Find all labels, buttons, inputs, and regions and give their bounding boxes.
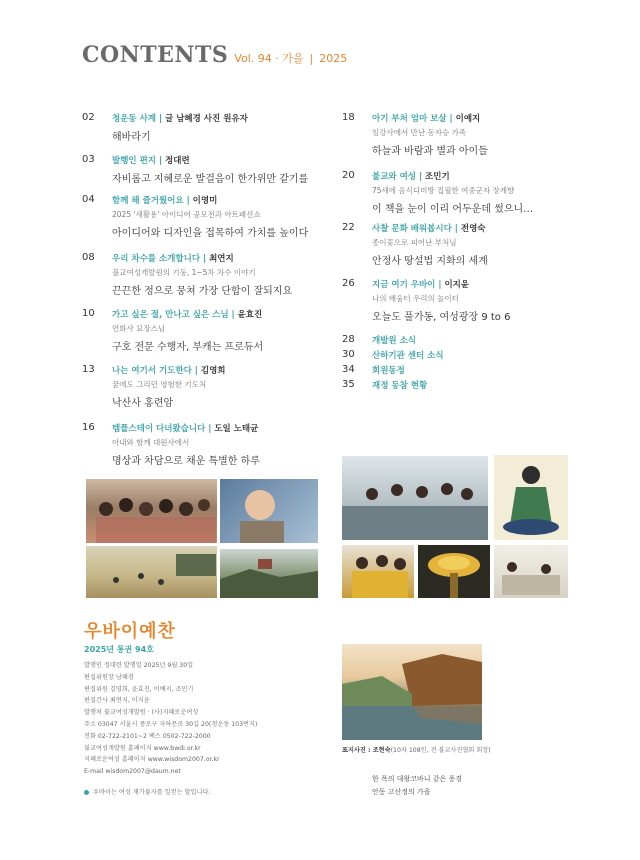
page-number: 02 [82, 112, 95, 123]
author: 이예지 [455, 114, 481, 124]
page-number: 13 [82, 364, 95, 375]
cover-caption [342, 745, 491, 754]
article-title: 끈끈한 정으로 뭉쳐 가장 단합이 잘되지요 [112, 286, 293, 297]
volunteers-photo [342, 545, 414, 598]
page-number: 18 [342, 112, 355, 123]
section-title: 템플스테이 다녀왔습니다 [112, 424, 206, 434]
footnote [84, 787, 210, 796]
toc-entry[interactable]: 22 사찰 문화 배워봅시다 | 전영숙 종이꽃으로 피어난 부처님 안정사 땅설법 지화의 세계 [342, 222, 582, 278]
toc-entry[interactable] [342, 334, 582, 349]
group-photo [86, 479, 217, 543]
contents-title: CONTENTS [82, 42, 229, 68]
issue-number: 2025년 통권 94호 [84, 645, 154, 654]
section-title: 발행인 편지 [112, 156, 157, 166]
article-subtitle: 나의 배움터 우리의 놀이터 [372, 294, 459, 303]
magazine-logo: 우바이예찬 [84, 621, 176, 642]
temple-yard-photo-art [86, 546, 217, 598]
author: 조민기 [425, 172, 450, 182]
author: 최연지 [209, 254, 234, 264]
colophon-line: E-mail wisdom2007@daum.net [84, 768, 181, 776]
colophon-line: 전화 02-722-2101~2 팩스 0502-722-2000 [84, 732, 211, 740]
author: 도일 노태균 [214, 424, 259, 434]
cover-description-line: 안동 고산정의 가을 [372, 788, 431, 796]
author: 김영희 [200, 366, 226, 376]
seaside-temple-photo-art [220, 549, 318, 598]
monk-photo [220, 479, 318, 543]
cover-caption-detail: (10차 108인, 전 불교사진협회 회장) [390, 747, 491, 754]
section-title: 개발원 소식 [372, 336, 417, 346]
section-title: 청운동 사계 [112, 114, 157, 124]
page-number: 22 [342, 222, 355, 233]
hanbok-illustration [494, 455, 568, 540]
page-number: 04 [82, 194, 95, 205]
toc-entry[interactable]: 03 발행인 편지 | 정대련 자비롭고 지혜로운 발걸음이 한가위만 같기를 [82, 154, 312, 194]
article-subtitle: 종이꽃으로 피어난 부처님 [372, 238, 457, 247]
toc-entry[interactable]: 16 템플스테이 다녀왔습니다 | 도일 노태균 아내와 함께 대원사에서 명상과 차담으로 채운 특별한 하루 [82, 422, 312, 478]
colophon-line: 편집위원장 남혜경 [84, 673, 134, 681]
group-photo-art [86, 479, 217, 543]
page-number: 34 [342, 364, 355, 375]
section-title: 가고 싶은 절, 만나고 싶은 스님 [112, 310, 229, 320]
section-title: 함께 해 즐거웠어요 [112, 196, 184, 206]
article-subtitle: 불교여성개발원의 기둥, 1~5차 차수 이야기 [112, 268, 256, 277]
toc-entry[interactable]: 20 불교와 여성 | 조민기 75세에 음식디미방 집필한 여중군자 장계향 이 책을 눈이 이리 어두운데 썼으니… [342, 170, 582, 222]
bullet-icon [84, 790, 89, 795]
contents-header [82, 42, 347, 68]
article-title: 오늘도 풀가동, 여성광장 9 to 6 [372, 312, 511, 323]
page-number: 08 [82, 252, 95, 263]
colophon-line: 발행인 정대련 발행일 2025년 9월 30일 [84, 662, 194, 669]
volunteers-photo-art [342, 545, 414, 598]
colophon-line: 지혜로운여성 홈페이지 www.wisdom2007.or.kr [84, 756, 220, 764]
year-label: 2025 [319, 52, 348, 65]
toc-entry[interactable]: 10 가고 싶은 절, 만나고 싶은 스님 | 윤효진 연화사 묘장스님 구호 전문 수행자, 부캐는 프로듀서 [82, 308, 312, 364]
article-subtitle: 꿈에도 그리던 영험한 기도처 [112, 380, 207, 389]
page-number: 28 [342, 334, 355, 345]
article-subtitle: 연화사 묘장스님 [112, 324, 166, 333]
classroom-photo-art [494, 545, 568, 598]
article-title: 아이디어와 디자인을 접목하여 가치를 높이다 [112, 228, 309, 239]
author: 글 남혜경 사진 원유자 [165, 114, 248, 124]
toc-entry[interactable]: 02 청운동 사계 | 글 남혜경 사진 원유자 해바라기 [82, 112, 312, 154]
section-title: 재정 동참 현황 [372, 381, 428, 391]
article-title: 구호 전문 수행자, 부캐는 프로듀서 [112, 342, 264, 353]
footnote-text: 우바이는 여성 재가불자를 일컫는 말입니다. [93, 789, 211, 796]
page-number: 30 [342, 349, 355, 360]
volume-label: Vol. 94 · 가을 [234, 52, 304, 65]
toc-entry[interactable] [342, 379, 582, 394]
meeting-photo [342, 456, 488, 540]
section-title: 산하기관 센터 소식 [372, 351, 444, 361]
toc-entry[interactable]: 18 아기 부처 엄마 보살 | 이예지 임강사에서 만난 동자승 가족 하늘과 바람과 별과 아이들 [342, 112, 582, 170]
page-number: 16 [82, 422, 95, 433]
colophon-line: 불교여성개발원 홈페이지 www.bwdi.or.kr [84, 744, 201, 752]
toc-left-column [82, 112, 312, 478]
colophon-line: 주소 03047 서울시 종로구 자하문로 30길 20(청운동 103번지) [84, 720, 258, 728]
section-title: 회원동정 [372, 366, 405, 376]
author: 윤효진 [237, 310, 263, 320]
section-title: 지금 여기 우바이 [372, 280, 436, 290]
article-title: 명상과 차담으로 채운 특별한 하루 [112, 456, 260, 467]
toc-entry[interactable]: 13 나는 여기서 기도한다 | 김영희 꿈에도 그리던 영험한 기도처 낙산사 홍련암 [82, 364, 312, 422]
cover-description-line: 한 폭의 대왕코바니 같은 풍경 [372, 775, 463, 783]
toc-entry[interactable]: 08 우리 차수를 소개합니다 | 최연지 불교여성개발원의 기둥, 1~5차 차수 이야기 끈끈한 정으로 뭉쳐 가장 단합이 잘되지요 [82, 252, 312, 308]
article-subtitle: 2025 '새활용' 아이디어 공모전과 아트패션쇼 [112, 210, 261, 219]
author: 전영숙 [460, 224, 486, 234]
article-subtitle: 아내와 함께 대원사에서 [112, 438, 190, 447]
toc-entry[interactable] [342, 364, 582, 379]
cover-caption-label: 표지사진 : 조현숙 [342, 747, 391, 754]
colophon [84, 660, 257, 778]
page-number: 26 [342, 278, 355, 289]
article-title: 자비롭고 지혜로운 발걸음이 한가위만 같기를 [112, 174, 309, 185]
author: 정대련 [165, 156, 190, 166]
section-title: 사찰 문화 배워봅시다 [372, 224, 452, 234]
section-title: 아기 부처 엄마 보살 [372, 114, 447, 124]
article-title: 낙산사 홍련암 [112, 398, 174, 409]
page-number: 20 [342, 170, 355, 181]
article-title: 해바라기 [112, 132, 151, 143]
article-title: 이 책을 눈이 이리 어두운데 썼으니… [372, 204, 534, 215]
header-separator: | [309, 52, 314, 65]
section-title: 우리 차수를 소개합니다 [112, 254, 201, 264]
article-subtitle: 임강사에서 만난 동자승 가족 [372, 128, 467, 137]
paper-flower-photo [418, 545, 490, 598]
colophon-line: 편집간사 최연지, 이지윤 [84, 697, 150, 705]
meeting-photo-art [342, 456, 488, 540]
colophon-line: 편집위원 김영희, 윤효진, 이예지, 조민기 [84, 685, 194, 693]
toc-entry[interactable] [342, 349, 582, 364]
article-title: 안정사 땅설법 지화의 세계 [372, 256, 488, 267]
temple-yard-photo [86, 546, 217, 598]
page-number: 35 [342, 379, 355, 390]
author: 이영미 [192, 196, 218, 206]
page-number: 03 [82, 154, 95, 165]
section-title: 나는 여기서 기도한다 [112, 366, 192, 376]
cover-photo-art [342, 644, 482, 740]
toc-entry[interactable]: 04 함께 해 즐거웠어요 | 이영미 2025 '새활용' 아이디어 공모전과 아트패션쇼 아이디어와 디자인을 접목하여 가치를 높이다 [82, 194, 312, 252]
classroom-photo [494, 545, 568, 598]
toc-right-column [342, 112, 582, 394]
section-title: 불교와 여성 [372, 172, 417, 182]
seaside-temple-photo [220, 549, 318, 598]
article-subtitle: 75세에 음식디미방 집필한 여중군자 장계향 [372, 186, 515, 195]
page-number: 10 [82, 308, 95, 319]
hanbok-illustration-art [494, 455, 568, 540]
article-title: 하늘과 바람과 별과 아이들 [372, 146, 488, 157]
toc-entry[interactable]: 26 지금 여기 우바이 | 이지윤 나의 배움터 우리의 놀이터 오늘도 풀가동, 여성광장 9 to 6 [342, 278, 582, 334]
paper-flower-photo-art [418, 545, 490, 598]
colophon-line: 발행처 불교여성개발원 · (사)지혜로운여성 [84, 709, 199, 717]
author: 이지윤 [444, 280, 470, 290]
cover-description [372, 773, 462, 799]
cover-photo [342, 644, 482, 740]
monk-photo-art [220, 479, 318, 543]
